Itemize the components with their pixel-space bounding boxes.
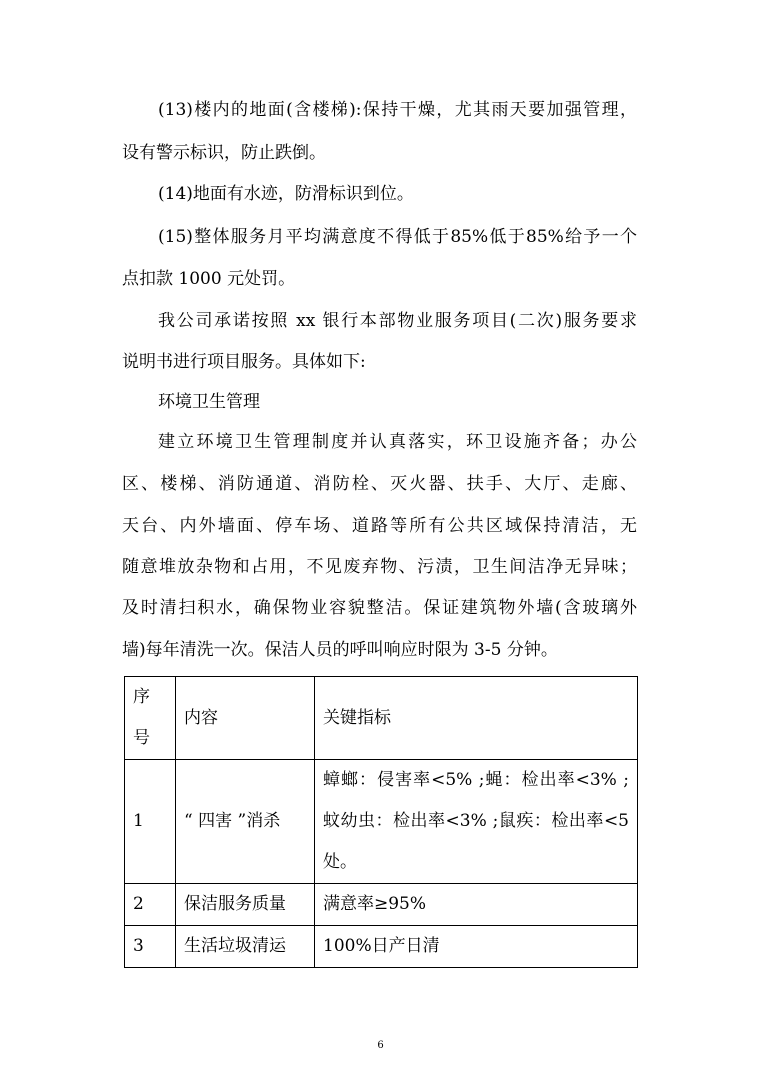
header-content: 内容 <box>176 677 315 760</box>
paragraph-line: 说明书进行项目服务。具体如下: <box>122 352 366 372</box>
header-indicator: 关键指标 <box>315 677 638 760</box>
paragraph-line: 及时清扫积水，确保物业容貌整洁。保证建筑物外墙(含玻璃外 <box>122 598 637 618</box>
paragraph-line: (15)整体服务月平均满意度不得低于85%低于85%给予一个 <box>158 227 637 247</box>
paragraph-line: 设有警示标识，防止跌倒。 <box>122 143 326 163</box>
paragraph-line: 建立环境卫生管理制度并认真落实，环卫设施齐备；办公 <box>158 432 637 452</box>
cell-indicator: 100%日产日清 <box>315 926 638 968</box>
cell-content: 生活垃圾清运 <box>176 926 315 968</box>
paragraph-line: (14)地面有水迹，防滑标识到位。 <box>158 184 414 204</box>
paragraph-line: 区、楼梯、消防通道、消防栓、灭火器、扶手、大厅、走廊、 <box>122 474 637 494</box>
cell-no: 3 <box>125 926 176 968</box>
table-row <box>125 760 638 884</box>
paragraph-line: 点扣款 1000 元处罚。 <box>122 269 296 289</box>
indicator-table <box>124 676 638 968</box>
page-number: 6 <box>377 1040 384 1051</box>
paragraph-line: 天台、内外墙面、停车场、道路等所有公共区域保持清洁，无 <box>122 516 637 536</box>
paragraph-line: 随意堆放杂物和占用，不见废弃物、污渍，卫生间洁净无异味； <box>122 557 637 577</box>
paragraph-line: (13)楼内的地面(含楼梯):保持干燥，尤其雨天要加强管理， <box>158 100 637 120</box>
cell-indicator: 满意率≥95% <box>315 884 638 926</box>
paragraph-line: 墙)每年清洗一次。保洁人员的呼叫响应时限为 3-5 分钟。 <box>122 640 558 660</box>
cell-no: 1 <box>125 760 176 884</box>
cell-indicator: 蟑螂：侵害率<5% ;蝇：检出率<3% ;蚊幼虫：检出率<3% ;鼠疾：检出率<5处。 <box>315 760 638 884</box>
cell-no: 2 <box>125 884 176 926</box>
paragraph-line: 我公司承诺按照 xx 银行本部物业服务项目(二次)服务要求 <box>158 311 637 331</box>
table-row <box>125 926 638 968</box>
table-row <box>125 884 638 926</box>
cell-content: “ 四害 ”消杀 <box>176 760 315 884</box>
cell-content: 保洁服务质量 <box>176 884 315 926</box>
section-heading: 环境卫生管理 <box>158 392 260 412</box>
header-no: 序号 <box>125 677 176 760</box>
table-header-row <box>125 677 638 760</box>
